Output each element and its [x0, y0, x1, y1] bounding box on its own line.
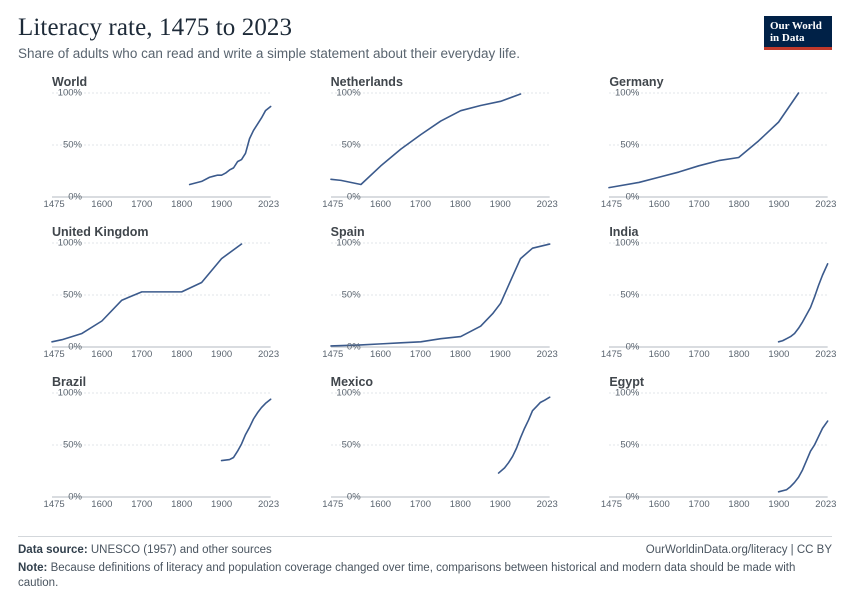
y-axis-tick-label: 0%	[625, 191, 640, 203]
x-axis-tick-label: 1700	[409, 349, 432, 360]
x-axis-tick-label: 1800	[171, 349, 193, 360]
y-axis-tick-label: 50%	[341, 139, 361, 151]
y-axis-tick-label: 0%	[346, 491, 361, 503]
x-axis-tick-label: 1800	[449, 349, 471, 360]
data-source-text: UNESCO (1957) and other sources	[90, 543, 272, 556]
x-axis-tick-label: 1800	[449, 499, 471, 510]
source-link[interactable]: OurWorldinData.org/literacy | CC BY	[645, 543, 832, 556]
x-axis-tick-label: 1900	[489, 199, 511, 210]
x-axis-tick-label: 1900	[768, 349, 790, 360]
x-axis-tick-label: 2023	[257, 349, 280, 360]
series-line	[498, 397, 549, 473]
x-axis-tick-label: 2023	[536, 349, 558, 360]
y-axis-tick-label: 50%	[341, 289, 361, 301]
x-axis-tick-label: 1600	[648, 349, 670, 360]
chart-panel-spain	[297, 225, 558, 373]
chart-panel-brazil	[18, 375, 280, 523]
note-text: Because definitions of literacy and population coverage changed over time, comparisons between historical and modern data should be made with caution.	[18, 561, 796, 590]
plot-area[interactable]	[52, 87, 271, 203]
x-axis-tick-label: 1700	[688, 199, 710, 210]
y-axis-tick-label: 0%	[625, 491, 640, 503]
x-axis-tick-label: 2023	[815, 199, 837, 210]
x-axis-tick-label: 2023	[536, 499, 558, 510]
y-axis-tick-label: 0%	[68, 491, 82, 503]
x-axis-labels	[322, 197, 558, 213]
x-axis-tick-label: 1800	[171, 499, 193, 510]
y-axis-tick-label: 50%	[341, 439, 361, 451]
x-axis-tick-label: 1600	[91, 349, 113, 360]
logo-line-2: in Data	[770, 32, 805, 44]
x-axis-tick-label: 1475	[43, 499, 65, 510]
x-axis-labels	[43, 197, 280, 213]
footer-note	[18, 561, 818, 592]
x-axis-tick-label: 1900	[211, 199, 233, 210]
y-axis-tick-label: 100%	[336, 387, 361, 399]
x-axis-tick-label: 1475	[600, 199, 623, 210]
x-axis-tick-label: 1800	[171, 199, 193, 210]
data-source	[18, 544, 272, 556]
panel-title: Egypt	[609, 375, 645, 389]
y-axis-tick-label: 50%	[620, 139, 640, 151]
x-axis-labels	[600, 497, 837, 513]
plot-area[interactable]	[52, 387, 271, 503]
x-axis-tick-label: 1900	[211, 349, 233, 360]
x-axis-tick-label: 2023	[257, 499, 280, 510]
y-axis-tick-label: 100%	[615, 87, 640, 99]
series-line	[331, 94, 521, 184]
x-axis-tick-label: 1800	[728, 499, 750, 510]
y-axis-tick-label: 50%	[620, 439, 640, 451]
panel-title: World	[52, 75, 88, 89]
series-line	[190, 107, 271, 185]
series-line	[52, 244, 242, 342]
x-axis-tick-label: 1600	[369, 499, 392, 510]
x-axis-tick-label: 1475	[600, 349, 623, 360]
our-world-in-data-logo[interactable]	[764, 16, 832, 50]
page-title: Literacy rate, 1475 to 2023	[18, 14, 293, 41]
x-axis-tick-label: 1900	[489, 349, 511, 360]
y-axis-tick-label: 100%	[615, 387, 640, 399]
x-axis-tick-label: 1700	[131, 499, 153, 510]
x-axis-tick-label: 2023	[257, 199, 280, 210]
x-axis-tick-label: 1800	[449, 199, 471, 210]
series-line	[609, 93, 799, 188]
x-axis-tick-label: 1475	[322, 349, 344, 360]
chart-panel-egypt	[575, 375, 837, 523]
y-axis-tick-label: 50%	[62, 139, 82, 151]
y-axis-tick-label: 0%	[625, 341, 640, 353]
x-axis-tick-label: 1900	[768, 499, 790, 510]
x-axis-tick-label: 1475	[43, 199, 65, 210]
note-label: Note:	[18, 561, 48, 574]
page-subtitle: Share of adults who can read and write a simple statement about their everyday life.	[18, 46, 521, 61]
plot-area[interactable]	[609, 387, 828, 503]
logo-line-1: Our World	[770, 20, 822, 32]
x-axis-tick-label: 1600	[648, 199, 670, 210]
small-multiples-grid	[18, 75, 837, 523]
y-axis-tick-label: 100%	[615, 237, 640, 249]
y-axis-tick-label: 0%	[68, 191, 82, 203]
chart-panel-germany	[575, 75, 837, 223]
chart-header	[18, 14, 832, 61]
y-axis-tick-label: 100%	[336, 87, 361, 99]
y-axis-tick-label: 50%	[62, 289, 82, 301]
data-source-label: Data source:	[18, 543, 88, 556]
plot-area[interactable]	[331, 387, 550, 503]
x-axis-tick-label: 2023	[815, 349, 837, 360]
chart-panel-united-kingdom	[18, 225, 280, 373]
panel-title: Mexico	[330, 375, 374, 389]
x-axis-tick-label: 1700	[688, 349, 710, 360]
x-axis-tick-label: 1600	[91, 499, 113, 510]
series-line	[779, 421, 828, 492]
x-axis-tick-label: 2023	[536, 199, 558, 210]
x-axis-tick-label: 1700	[409, 499, 432, 510]
chart-panel-india	[575, 225, 837, 373]
chart-footer	[18, 536, 832, 592]
y-axis-tick-label: 100%	[336, 237, 361, 249]
chart-panel-netherlands	[297, 75, 558, 223]
x-axis-tick-label: 1700	[131, 199, 153, 210]
x-axis-tick-label: 1700	[131, 349, 153, 360]
chart-panel-mexico	[297, 375, 558, 523]
y-axis-tick-label: 100%	[57, 387, 82, 399]
x-axis-tick-label: 1900	[768, 199, 790, 210]
x-axis-tick-label: 1700	[409, 199, 432, 210]
x-axis-tick-label: 1800	[728, 199, 750, 210]
series-line	[779, 264, 828, 342]
x-axis-tick-label: 1475	[43, 349, 65, 360]
x-axis-labels	[600, 197, 837, 213]
x-axis-labels	[600, 347, 837, 363]
series-line	[222, 399, 271, 460]
y-axis-tick-label: 50%	[620, 289, 640, 301]
plot-area[interactable]	[331, 237, 550, 353]
x-axis-labels	[322, 497, 558, 513]
x-axis-tick-label: 1475	[600, 499, 623, 510]
x-axis-tick-label: 1600	[648, 499, 670, 510]
y-axis-tick-label: 100%	[57, 237, 82, 249]
x-axis-tick-label: 1600	[369, 199, 392, 210]
plot-area[interactable]	[609, 237, 828, 353]
x-axis-tick-label: 1700	[688, 499, 710, 510]
y-axis-tick-label: 0%	[346, 341, 361, 353]
panel-title: Spain	[330, 225, 365, 239]
x-axis-tick-label: 1900	[211, 499, 233, 510]
x-axis-labels	[43, 347, 280, 363]
chart-panel-world	[18, 75, 280, 223]
y-axis-tick-label: 100%	[57, 87, 82, 99]
panel-title: Germany	[609, 75, 664, 89]
plot-area[interactable]	[609, 87, 828, 203]
y-axis-tick-label: 0%	[68, 341, 82, 353]
x-axis-labels	[322, 347, 558, 363]
y-axis-tick-label: 50%	[62, 439, 82, 451]
x-axis-tick-label: 1800	[728, 349, 750, 360]
x-axis-labels	[43, 497, 280, 513]
plot-area[interactable]	[331, 87, 550, 203]
plot-area[interactable]	[52, 237, 271, 353]
panel-title: India	[609, 225, 639, 239]
x-axis-tick-label: 2023	[815, 499, 837, 510]
x-axis-tick-label: 1600	[91, 199, 113, 210]
x-axis-tick-label: 1900	[489, 499, 511, 510]
y-axis-tick-label: 0%	[346, 191, 361, 203]
panel-title: United Kingdom	[52, 225, 149, 239]
panel-title: Netherlands	[330, 75, 403, 89]
x-axis-tick-label: 1600	[369, 349, 392, 360]
x-axis-tick-label: 1475	[322, 199, 344, 210]
x-axis-tick-label: 1475	[322, 499, 344, 510]
panel-title: Brazil	[52, 375, 87, 389]
